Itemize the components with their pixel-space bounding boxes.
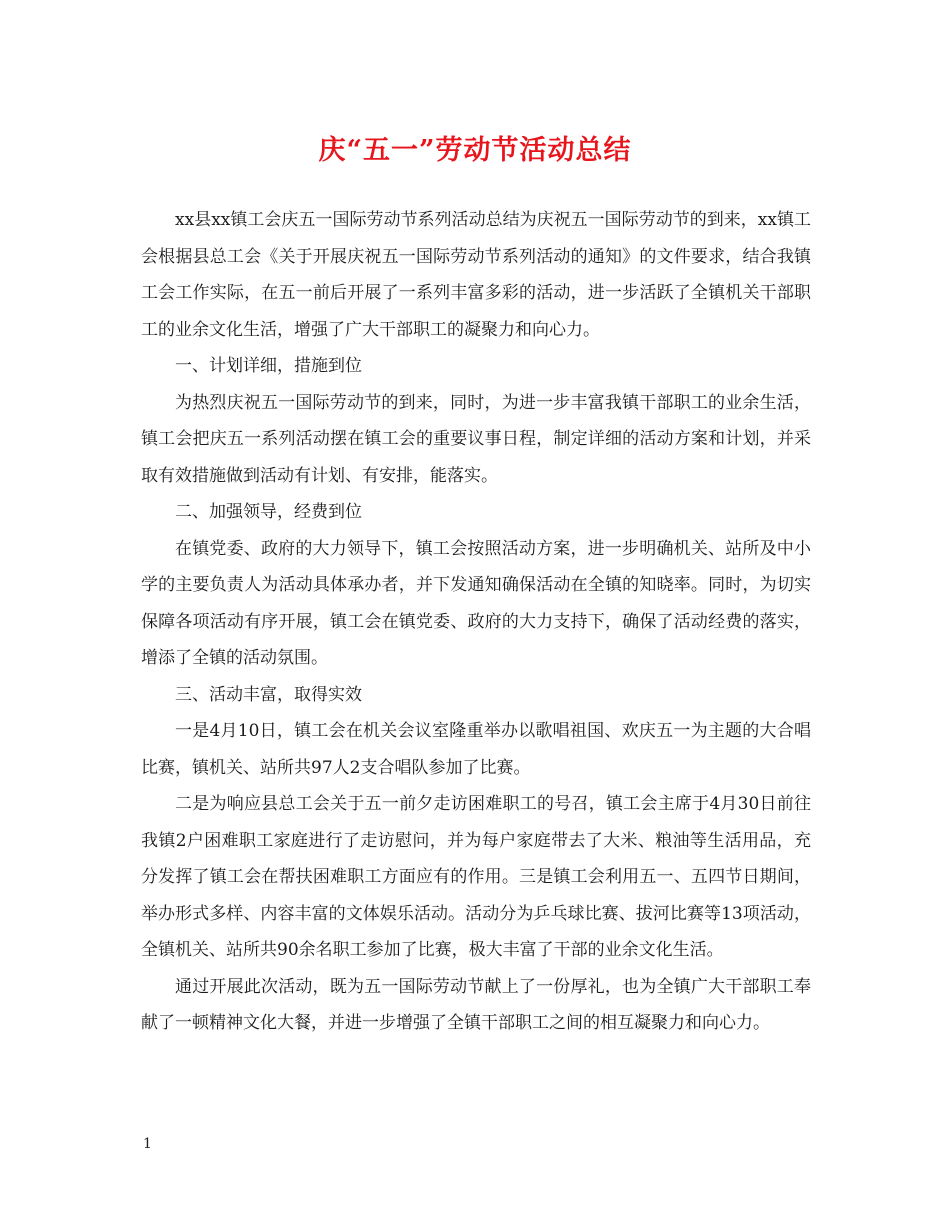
document-title: 庆“五一”劳动节活动总结 — [318, 135, 632, 166]
document-body — [141, 202, 811, 1042]
section-3-paragraph-2: 二是为响应县总工会关于五一前夕走访困难职工的号召，镇工会主席于4月30日前往我镇2户困难职工家庭进行了走访慰问，并为每户家庭带去了大米、粮油等生活用品，充分发挥了镇工会在帮扶困难职工方面应有的作用。三是镇工会利用五一、五四节日期间，举办形式多样、内容丰富的文体娱乐活动。活动分为乒乓球比赛、拔河比赛等13项活动，全镇机关、站所共90余名职工参加了比赛，极大丰富了干部的业余文化生活。 — [141, 794, 811, 960]
section-heading-2: 二、加强领导，经费到位 — [175, 502, 362, 522]
section-2-paragraph-1: 在镇党委、政府的大力领导下，镇工会按照活动方案，进一步明确机关、站所及中小学的主要负责人为活动具体承办者，并下发通知确保活动在全镇的知晓率。同时，为切实保障各项活动有序开展，镇工会在镇党委、政府的大力支持下，确保了活动经费的落实，增添了全镇的活动氛围。 — [141, 538, 811, 668]
section-1-paragraph-1: 为热烈庆祝五一国际劳动节的到来，同时，为进一步丰富我镇干部职工的业余生活，镇工会把庆五一系列活动摆在镇工会的重要议事日程，制定详细的活动方案和计划，并采取有效措施做到活动有计划、有安排，能落实。 — [141, 392, 811, 486]
section-3-paragraph-1: 一是4月10日，镇工会在机关会议室隆重举办以歌唱祖国、欢庆五一为主题的大合唱比赛，镇机关、站所共97人2支合唱队参加了比赛。 — [141, 721, 811, 778]
section-heading-3: 三、活动丰富，取得实效 — [175, 684, 362, 705]
section-heading-1: 一、计划详细，措施到位 — [175, 356, 362, 376]
section-3-paragraph-3: 通过开展此次活动，既为五一国际劳动节献上了一份厚礼，也为全镇广大干部职工奉献了一顿精神文化大餐，并进一步增强了全镇干部职工之间的相互凝聚力和向心力。 — [141, 976, 811, 1033]
page-number: 1 — [143, 1136, 152, 1152]
intro-paragraph: xx县xx镇工会庆五一国际劳动节系列活动总结为庆祝五一国际劳动节的到来，xx镇工会根据县总工会《关于开展庆祝五一国际劳动节系列活动的通知》的文件要求，结合我镇工会工作实际，在五一前后开展了一系列丰富多彩的活动，进一步活跃了全镇机关干部职工的业余文化生活，增强了广大干部职工的凝聚力和向心力。 — [141, 210, 811, 340]
